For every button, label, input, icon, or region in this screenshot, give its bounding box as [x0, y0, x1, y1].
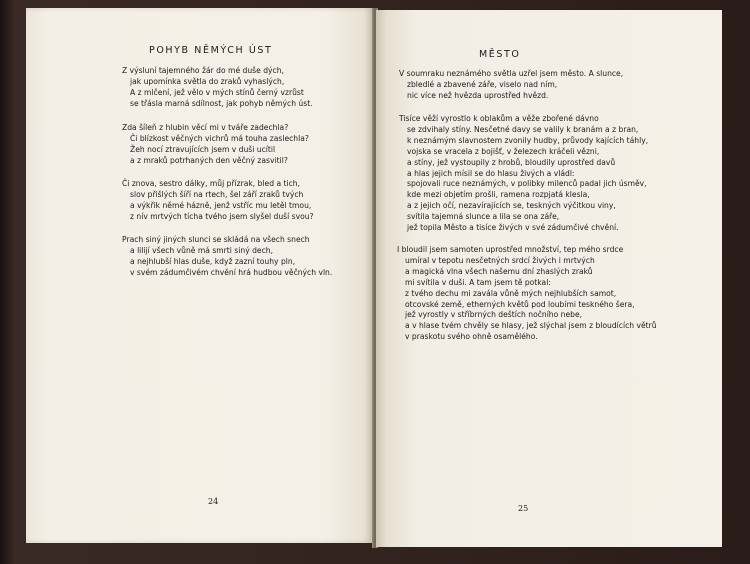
verse-line: Z výsluní tajemného žár do mé duše dých,: [122, 66, 284, 75]
verse-line: a z jejich očí, nezavírajících se, teskných výčitkou viny,: [407, 201, 616, 211]
stanza: [122, 66, 313, 110]
verse-line: Prach siný jiných slunci se skládá na všech snech: [122, 235, 310, 244]
verse-line: svítila tajemná slunce a lila se ona záře,: [407, 212, 560, 222]
verse-line: a nejhlubší hlas duše, když zazní touhy pln,: [130, 256, 296, 266]
verse-line: z nív mrtvých tícha tvého jsem slyšel duší svou?: [130, 211, 314, 221]
verse-line: mi svítila v duši. A tam jsem tě potkal:: [405, 277, 551, 287]
verse-line: Tisíce věží vyrostlo k oblakům a věže zbořené dávno: [399, 114, 599, 123]
verse-line: jež topila Město a tisíce živých v své zádumčivé chvění.: [407, 223, 619, 233]
page-number: 24: [208, 497, 219, 506]
verse-line: z tvého dechu mi zavála vůně mých nejhlubších samot,: [405, 288, 617, 298]
verse-line: vojska se vracela z bojišť, v železech kráčeli vězni,: [407, 146, 600, 156]
verse-line: a z mraků potrhaných den věčný zasvitil?: [130, 155, 288, 165]
verse-line: V soumraku neznámého světla uzřel jsem město. A slunce,: [399, 69, 624, 78]
verse-line: kde mezi objetím prošli, ramena rozpjatá klesla,: [407, 190, 590, 200]
stanza: [399, 114, 648, 234]
stanza: [399, 69, 623, 102]
verse-line: se zdvihaly stíny. Nesčetné davy se valily k branám a z bran,: [407, 124, 639, 134]
verse-line: zbledlé a zbavené záře, viselo nad ním,: [407, 79, 558, 89]
verse-line: slov přišlých šíří na rtech, šel září zraků tvých: [130, 189, 304, 199]
verse-line: nic více než hvězda uprostřed hvězd.: [407, 90, 549, 100]
verse-line: Či blízkost věčných vichrů má touha zaslechla?: [130, 133, 309, 143]
stanza: [122, 123, 309, 167]
verse-line: A z mlčení, jež vělo v mých stínů černý vzrůst: [130, 87, 304, 97]
verse-line: a stíny, jež vystoupily z hrobů, bloudily uprostřed davů: [407, 157, 616, 167]
verse-line: k neznámým slavnostem zvonily hudby, průvody kajících táhly,: [407, 135, 649, 145]
verse-line: umíral v tepotu nesčetných srdcí živých i mrtvých: [405, 255, 595, 265]
stanza: [122, 179, 314, 223]
left-page: [26, 8, 374, 543]
stanza: [397, 245, 657, 343]
verse-line: a v hlase tvém chvěly se hlasy, jež slýchal jsem z bloudících větrů: [405, 321, 657, 331]
verse-line: spojovali ruce neznámých, v polibky milenců padal jich úsměv,: [407, 179, 647, 189]
verse-line: a magická vlna všech našemu dní zhaslých zraků: [405, 266, 593, 276]
page-number: 25: [518, 504, 529, 513]
verse-line: a hlas jejich mísil se do hlasu živých a vládl:: [407, 168, 575, 178]
poem-title: MĚSTO: [479, 49, 521, 60]
verse-line: Žeh nocí ztravujících jsem v duši ucítil: [130, 144, 276, 154]
right-page: [376, 10, 722, 547]
verse-line: a výkřik němé házně, jenž vstříc mu letěl tmou,: [130, 200, 312, 210]
verse-line: jak upomínka světla do zraků vyhaslých,: [130, 76, 285, 86]
verse-line: I bloudil jsem samoten uprostřed množství, tep mého srdce: [397, 245, 624, 254]
verse-line: Zda šíleň z hlubin věcí mi v tváře zadechla?: [122, 123, 289, 132]
poem-title: POHYB NĚMÝCH ÚST: [149, 45, 273, 56]
verse-line: v praskotu svého ohně osamělého.: [405, 332, 538, 342]
verse-line: v svém zádumčivém chvění hrá hudbou věčných vln.: [130, 267, 333, 277]
verse-line: a lilijí všech vůně má smrti siný dech,: [130, 245, 273, 255]
verse-line: jež vyrostly v stříbrných deštích nočního nebe,: [405, 310, 583, 320]
verse-line: se třásla marná sdílnost, jak pohyb němých úst.: [130, 98, 313, 108]
verse-line: Či znova, sestro dálky, můj přízrak, bled a tich,: [122, 179, 301, 188]
stanza: [122, 235, 332, 279]
verse-line: otcovské země, etherných květů pod loubími teskného šera,: [405, 299, 635, 309]
